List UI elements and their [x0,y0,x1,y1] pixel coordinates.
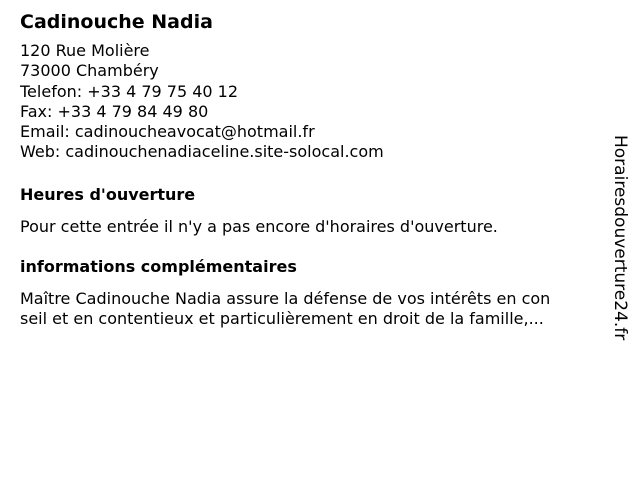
additional-info-line-2: seil et en contentieux et particulièrement en droit de la famille,... [20,309,544,329]
additional-info-text [20,289,598,330]
contact-block [20,41,598,163]
opening-hours-heading: Heures d'ouverture [20,184,196,204]
phone-number: Telefon: +33 4 79 75 40 12 [20,81,239,101]
additional-info-heading: informations complémentaires [20,256,297,276]
business-name: Cadinouche Nadia [20,11,213,33]
business-card [20,10,598,330]
address-street: 120 Rue Molière [20,41,150,60]
address-city: 73000 Chambéry [20,61,159,81]
additional-info-line-1: Maître Cadinouche Nadia assure la défense de vos intérêts en con [20,288,551,308]
opening-hours-text: Pour cette entrée il n'y a pas encore d'horaires d'ouverture. [20,216,498,236]
website-address: Web: cadinouchenadiaceline.site-solocal.com [20,142,384,162]
fax-number: Fax: +33 4 79 84 49 80 [20,101,209,121]
site-watermark: Horairesdouverture24.fr [610,135,630,341]
email-address: Email: cadinoucheavocat@hotmail.fr [20,122,315,142]
